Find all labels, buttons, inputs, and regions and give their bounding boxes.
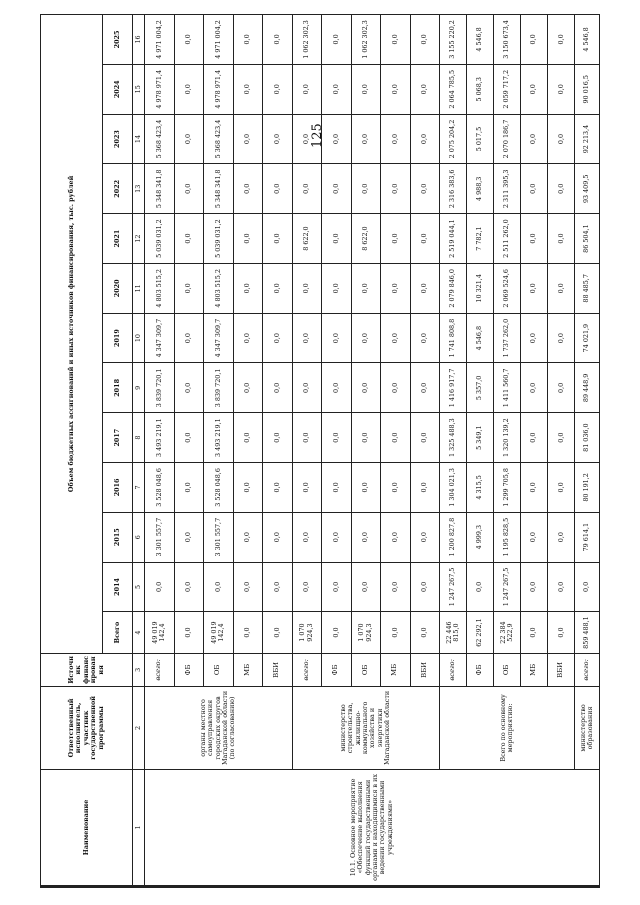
year-value-cell: 0,0 — [292, 313, 322, 363]
year-value-cell: 0,0 — [263, 214, 293, 264]
year-value-cell: 0,0 — [233, 114, 263, 164]
year-value-cell: 0,0 — [521, 562, 548, 612]
year-value-cell: 2 069 524,6 — [494, 263, 521, 313]
year-value-cell: 0,0 — [548, 164, 575, 214]
header-year: 2015 — [103, 512, 133, 562]
year-value-cell: 0,0 — [204, 562, 234, 612]
year-value-cell: 0,0 — [410, 114, 440, 164]
header-total: Всего — [103, 612, 133, 653]
year-value-cell: 0,0 — [548, 413, 575, 463]
year-value-cell: 0,0 — [292, 363, 322, 413]
year-value-cell: 1 200 827,8 — [440, 512, 467, 562]
year-value-cell: 0,0 — [174, 64, 204, 114]
year-value-cell: 1 299 705,8 — [494, 463, 521, 513]
year-value-cell: 0,0 — [381, 562, 411, 612]
year-value-cell: 0,0 — [322, 64, 352, 114]
year-value-cell: 0,0 — [410, 463, 440, 513]
year-value-cell: 0,0 — [233, 463, 263, 513]
year-value-cell: 0,0 — [410, 263, 440, 313]
source-cell: всего: — [145, 653, 175, 686]
total-cell: 0,0 — [521, 612, 548, 653]
column-number: 7 — [133, 463, 145, 513]
year-value-cell: 4 546,8 — [467, 313, 494, 363]
year-value-cell: 90 016,5 — [575, 64, 600, 114]
year-value-cell: 81 036,0 — [575, 413, 600, 463]
year-value-cell: 1 325 488,3 — [440, 413, 467, 463]
header-year: 2024 — [103, 64, 133, 114]
year-value-cell: 0,0 — [548, 463, 575, 513]
year-value-cell: 0,0 — [233, 64, 263, 114]
year-value-cell: 5 348 341,8 — [204, 164, 234, 214]
financing-table — [40, 14, 600, 886]
year-value-cell: 0,0 — [263, 363, 293, 413]
year-value-cell: 2 316 383,6 — [440, 164, 467, 214]
year-value-cell: 93 409,5 — [575, 164, 600, 214]
column-number: 13 — [133, 164, 145, 214]
year-value-cell: 5 039 031,2 — [145, 214, 175, 264]
year-value-cell: 0,0 — [381, 164, 411, 214]
year-value-cell: 0,0 — [381, 363, 411, 413]
year-value-cell: 0,0 — [351, 463, 381, 513]
year-value-cell: 0,0 — [351, 363, 381, 413]
table-row — [575, 15, 600, 886]
executor-cell: министерство строительства, жилищно-коммунального хозяйства и энергетики Магаданской области — [292, 686, 440, 769]
year-value-cell: 4 803 515,2 — [145, 263, 175, 313]
year-value-cell: 10 321,4 — [467, 263, 494, 313]
year-value-cell: 0,0 — [548, 15, 575, 65]
year-value-cell: 7 782,1 — [467, 214, 494, 264]
header-year: 2016 — [103, 463, 133, 513]
year-value-cell: 5 039 031,2 — [204, 214, 234, 264]
year-value-cell: 4 347 309,7 — [145, 313, 175, 363]
column-number: 16 — [133, 15, 145, 65]
year-value-cell: 0,0 — [548, 562, 575, 612]
year-value-cell: 0,0 — [410, 164, 440, 214]
table-row — [292, 15, 322, 886]
year-value-cell: 4 999,3 — [467, 512, 494, 562]
header-year: 2020 — [103, 263, 133, 313]
year-value-cell: 74 021,9 — [575, 313, 600, 363]
year-value-cell: 0,0 — [521, 64, 548, 114]
year-value-cell: 0,0 — [174, 114, 204, 164]
year-value-cell: 0,0 — [174, 263, 204, 313]
header-name: Наименование — [41, 769, 133, 885]
year-value-cell: 0,0 — [381, 64, 411, 114]
source-cell: ОБ — [351, 653, 381, 686]
year-value-cell: 0,0 — [174, 164, 204, 214]
year-value-cell: 0,0 — [233, 363, 263, 413]
year-value-cell: 3 839 720,1 — [145, 363, 175, 413]
total-cell: 0,0 — [548, 612, 575, 653]
year-value-cell: 1 247 267,5 — [494, 562, 521, 612]
year-value-cell: 0,0 — [548, 64, 575, 114]
year-value-cell: 5 017,5 — [467, 114, 494, 164]
year-value-cell: 1 411 560,7 — [494, 363, 521, 413]
year-value-cell: 0,0 — [381, 313, 411, 363]
year-value-cell: 0,0 — [351, 413, 381, 463]
year-value-cell: 79 614,1 — [575, 512, 600, 562]
year-value-cell: 0,0 — [521, 363, 548, 413]
column-number: 2 — [133, 686, 145, 769]
header-year: 2021 — [103, 214, 133, 264]
header-year: 2022 — [103, 164, 133, 214]
source-cell: всего: — [440, 653, 467, 686]
year-value-cell: 0,0 — [410, 64, 440, 114]
year-value-cell: 0,0 — [292, 263, 322, 313]
year-value-cell: 0,0 — [292, 562, 322, 612]
header-year: 2018 — [103, 363, 133, 413]
year-value-cell: 3 493 219,1 — [204, 413, 234, 463]
year-value-cell: 0,0 — [263, 114, 293, 164]
year-value-cell: 0,0 — [410, 214, 440, 264]
year-value-cell: 0,0 — [410, 15, 440, 65]
year-value-cell: 1 320 139,2 — [494, 413, 521, 463]
source-cell: МБ — [381, 653, 411, 686]
year-value-cell: 80 191,2 — [575, 463, 600, 513]
year-value-cell: 0,0 — [410, 562, 440, 612]
year-value-cell: 5 349,1 — [467, 413, 494, 463]
year-value-cell: 4 347 309,7 — [204, 313, 234, 363]
column-number: 1 — [133, 769, 145, 885]
year-value-cell: 0,0 — [381, 512, 411, 562]
year-value-cell: 2 079 846,0 — [440, 263, 467, 313]
year-value-cell: 0,0 — [548, 363, 575, 413]
year-value-cell: 0,0 — [351, 64, 381, 114]
year-value-cell: 5 368 423,4 — [204, 114, 234, 164]
year-value-cell: 2 064 785,5 — [440, 64, 467, 114]
page-number: 125 — [310, 123, 325, 148]
total-cell: 49 019 142,4 — [145, 612, 175, 653]
header-year: 2014 — [103, 562, 133, 612]
source-cell: ОБ — [204, 653, 234, 686]
year-value-cell: 2 059 717,2 — [494, 64, 521, 114]
column-number: 3 — [133, 653, 145, 686]
total-cell: 22 384 522,9 — [494, 612, 521, 653]
year-value-cell: 0,0 — [263, 463, 293, 513]
header-source: Источник финансирования — [41, 653, 133, 686]
year-value-cell: 0,0 — [322, 164, 352, 214]
year-value-cell: 1 304 021,3 — [440, 463, 467, 513]
bottom-rule — [40, 886, 600, 888]
year-value-cell: 3 839 720,1 — [204, 363, 234, 413]
year-value-cell: 0,0 — [233, 562, 263, 612]
total-cell: 859 488,1 — [575, 612, 600, 653]
event-name: 10.1. Основное мероприятие «Обеспечение выполнения функций государственными органами и находящимися в их ведении государственными учреждениями» — [145, 769, 600, 885]
year-value-cell: 5 068,3 — [467, 64, 494, 114]
column-number: 11 — [133, 263, 145, 313]
year-value-cell: 0,0 — [351, 164, 381, 214]
year-value-cell: 0,0 — [263, 263, 293, 313]
year-value-cell: 4 978 971,4 — [204, 64, 234, 114]
year-value-cell: 3 301 557,7 — [204, 512, 234, 562]
total-cell: 0,0 — [174, 612, 204, 653]
source-cell: МБ — [521, 653, 548, 686]
header-year: 2025 — [103, 15, 133, 65]
total-cell: 62 292,1 — [467, 612, 494, 653]
year-value-cell: 0,0 — [521, 313, 548, 363]
total-cell: 0,0 — [381, 612, 411, 653]
year-value-cell: 2 519 044,1 — [440, 214, 467, 264]
year-value-cell: 3 528 048,6 — [204, 463, 234, 513]
year-value-cell: 8 622,0 — [292, 214, 322, 264]
year-value-cell: 0,0 — [521, 214, 548, 264]
year-value-cell: 0,0 — [521, 413, 548, 463]
column-number: 6 — [133, 512, 145, 562]
column-number: 4 — [133, 612, 145, 653]
source-cell: ФБ — [467, 653, 494, 686]
year-value-cell: 4 971 004,2 — [145, 15, 175, 65]
column-number: 10 — [133, 313, 145, 363]
year-value-cell: 0,0 — [410, 313, 440, 363]
year-value-cell: 0,0 — [263, 15, 293, 65]
year-value-cell: 3 155 220,2 — [440, 15, 467, 65]
year-value-cell: 0,0 — [174, 562, 204, 612]
year-value-cell: 0,0 — [548, 214, 575, 264]
source-cell: ОБ — [494, 653, 521, 686]
year-value-cell: 0,0 — [521, 463, 548, 513]
year-value-cell: 2 075 204,2 — [440, 114, 467, 164]
year-value-cell: 0,0 — [410, 512, 440, 562]
year-value-cell: 0,0 — [322, 363, 352, 413]
year-value-cell: 0,0 — [174, 313, 204, 363]
year-value-cell: 3 301 557,7 — [145, 512, 175, 562]
year-value-cell: 0,0 — [322, 562, 352, 612]
year-value-cell: 0,0 — [174, 363, 204, 413]
year-value-cell: 88 485,7 — [575, 263, 600, 313]
year-value-cell: 0,0 — [292, 413, 322, 463]
column-number: 9 — [133, 363, 145, 413]
year-value-cell: 0,0 — [263, 562, 293, 612]
year-value-cell: 0,0 — [351, 562, 381, 612]
year-value-cell: 1 737 262,0 — [494, 313, 521, 363]
year-value-cell: 0,0 — [233, 15, 263, 65]
year-value-cell: 0,0 — [548, 512, 575, 562]
year-value-cell: 0,0 — [174, 214, 204, 264]
year-value-cell: 0,0 — [548, 313, 575, 363]
year-value-cell: 4 971 004,2 — [204, 15, 234, 65]
year-value-cell: 0,0 — [381, 114, 411, 164]
year-value-cell: 89 448,9 — [575, 363, 600, 413]
year-value-cell: 0,0 — [521, 164, 548, 214]
year-value-cell: 0,0 — [521, 114, 548, 164]
total-cell: 22 446 815,0 — [440, 612, 467, 653]
year-value-cell: 0,0 — [521, 512, 548, 562]
year-value-cell: 0,0 — [548, 114, 575, 164]
year-value-cell: 0,0 — [322, 263, 352, 313]
year-value-cell: 0,0 — [322, 463, 352, 513]
year-value-cell: 2 070 186,7 — [494, 114, 521, 164]
year-value-cell: 0,0 — [410, 363, 440, 413]
column-number: 14 — [133, 114, 145, 164]
year-value-cell: 4 546,8 — [467, 15, 494, 65]
year-value-cell: 0,0 — [233, 263, 263, 313]
year-value-cell: 0,0 — [381, 413, 411, 463]
total-cell: 1 070 924,3 — [292, 612, 322, 653]
year-value-cell: 0,0 — [263, 164, 293, 214]
total-cell: 49 019 142,4 — [204, 612, 234, 653]
year-value-cell: 0,0 — [233, 512, 263, 562]
year-value-cell: 0,0 — [322, 313, 352, 363]
total-cell: 0,0 — [410, 612, 440, 653]
rotated-table-area — [40, 14, 600, 886]
table-row — [440, 15, 467, 886]
year-value-cell: 1 062 302,3 — [292, 15, 322, 65]
year-value-cell: 0,0 — [263, 64, 293, 114]
year-value-cell: 1 416 917,7 — [440, 363, 467, 413]
year-value-cell: 0,0 — [322, 15, 352, 65]
year-value-cell: 0,0 — [292, 512, 322, 562]
executor-cell: министерство образования — [575, 686, 600, 769]
year-value-cell: 0,0 — [410, 413, 440, 463]
year-value-cell: 0,0 — [548, 263, 575, 313]
year-value-cell: 5 368 423,4 — [145, 114, 175, 164]
year-value-cell: 0,0 — [263, 413, 293, 463]
total-cell: 1 070 924,3 — [351, 612, 381, 653]
year-value-cell: 0,0 — [263, 512, 293, 562]
year-value-cell: 5 348 341,8 — [145, 164, 175, 214]
year-value-cell: 0,0 — [351, 512, 381, 562]
year-value-cell: 2 511 262,0 — [494, 214, 521, 264]
year-value-cell: 0,0 — [292, 463, 322, 513]
year-value-cell: 5 357,0 — [467, 363, 494, 413]
year-value-cell: 4 988,3 — [467, 164, 494, 214]
source-cell: ФБ — [174, 653, 204, 686]
column-number: 5 — [133, 562, 145, 612]
year-value-cell: 4 803 515,2 — [204, 263, 234, 313]
year-value-cell: 1 247 267,5 — [440, 562, 467, 612]
year-value-cell: 4 978 971,4 — [145, 64, 175, 114]
year-value-cell: 3 528 048,6 — [145, 463, 175, 513]
year-value-cell: 0,0 — [467, 562, 494, 612]
year-value-cell: 0,0 — [351, 313, 381, 363]
year-value-cell: 2 311 395,3 — [494, 164, 521, 214]
year-value-cell: 0,0 — [174, 413, 204, 463]
year-value-cell: 0,0 — [322, 114, 352, 164]
column-number: 8 — [133, 413, 145, 463]
year-value-cell: 0,0 — [381, 15, 411, 65]
header-year: 2023 — [103, 114, 133, 164]
year-value-cell: 0,0 — [381, 463, 411, 513]
source-cell: ВБИ — [263, 653, 293, 686]
year-value-cell: 0,0 — [575, 562, 600, 612]
year-value-cell: 0,0 — [322, 512, 352, 562]
year-value-cell: 1 062 302,3 — [351, 15, 381, 65]
executor-cell: Всего по основному мероприятию: — [440, 686, 575, 769]
year-value-cell: 0,0 — [233, 164, 263, 214]
source-cell: МБ — [233, 653, 263, 686]
year-value-cell: 0,0 — [233, 413, 263, 463]
year-value-cell: 0,0 — [351, 114, 381, 164]
header-volume: Объем бюджетных ассигнований и иных источников финансирования, тыс. рублей — [41, 15, 103, 654]
total-cell: 0,0 — [233, 612, 263, 653]
source-cell: ВБИ — [410, 653, 440, 686]
year-value-cell: 0,0 — [381, 214, 411, 264]
year-value-cell: 0,0 — [521, 15, 548, 65]
year-value-cell: 3 493 219,1 — [145, 413, 175, 463]
source-cell: всего: — [292, 653, 322, 686]
year-value-cell: 0,0 — [322, 413, 352, 463]
total-cell: 0,0 — [263, 612, 293, 653]
year-value-cell: 3 150 673,4 — [494, 15, 521, 65]
year-value-cell: 0,0 — [174, 512, 204, 562]
year-value-cell: 0,0 — [521, 263, 548, 313]
year-value-cell: 0,0 — [381, 263, 411, 313]
year-value-cell: 0,0 — [292, 164, 322, 214]
year-value-cell: 0,0 — [233, 313, 263, 363]
executor-cell: органы местного самоуправления городских округов Магаданской области (по согласованию) — [145, 686, 293, 769]
year-value-cell: 1 741 808,8 — [440, 313, 467, 363]
year-value-cell: 4 546,8 — [575, 15, 600, 65]
table-row — [145, 15, 175, 886]
header-executor: Ответственный исполнитель, участник государственной программы — [41, 686, 133, 769]
year-value-cell: 0,0 — [263, 313, 293, 363]
year-value-cell: 1 195 828,5 — [494, 512, 521, 562]
header-year: 2017 — [103, 413, 133, 463]
source-cell: ВБИ — [548, 653, 575, 686]
year-value-cell: 0,0 — [322, 214, 352, 264]
year-value-cell: 8 622,0 — [351, 214, 381, 264]
column-number: 12 — [133, 214, 145, 264]
column-number: 15 — [133, 64, 145, 114]
year-value-cell: 0,0 — [145, 562, 175, 612]
total-cell: 0,0 — [322, 612, 352, 653]
header-year: 2019 — [103, 313, 133, 363]
year-value-cell: 0,0 — [292, 64, 322, 114]
year-value-cell: 4 315,5 — [467, 463, 494, 513]
year-value-cell: 0,0 — [174, 15, 204, 65]
year-value-cell: 86 504,1 — [575, 214, 600, 264]
year-value-cell: 0,0 — [174, 463, 204, 513]
year-value-cell: 0,0 — [351, 263, 381, 313]
source-cell: ФБ — [322, 653, 352, 686]
source-cell: всего: — [575, 653, 600, 686]
year-value-cell: 0,0 — [292, 114, 322, 164]
year-value-cell: 0,0 — [233, 214, 263, 264]
year-value-cell: 92 213,4 — [575, 114, 600, 164]
